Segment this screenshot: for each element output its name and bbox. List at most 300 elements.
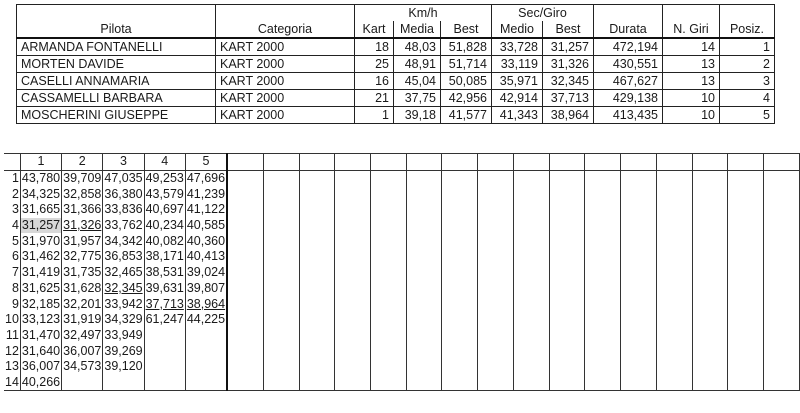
empty-column-cell: [549, 312, 585, 328]
result-cell-posiz: 4: [720, 90, 775, 107]
result-cell-giri: 10: [663, 107, 720, 124]
result-cell-pilota: MOSCHERINI GIUSEPPE: [17, 107, 216, 124]
lap-time-cell: 41,239: [186, 186, 226, 201]
empty-column-cell: [513, 281, 549, 297]
lap-column-header: 3: [103, 154, 144, 171]
lap-row: [4, 233, 800, 249]
empty-column-cell: [335, 186, 371, 202]
result-cell-pilota: CASELLI ANNAMARIA: [17, 73, 216, 90]
empty-column-cell: [442, 359, 478, 375]
empty-column-cell: [478, 202, 514, 218]
result-row: [17, 38, 775, 56]
empty-column-cell: [585, 170, 621, 186]
empty-column-cell: [299, 312, 335, 328]
empty-column-cell: [227, 265, 263, 281]
lap-time-cell: [185, 375, 227, 391]
empty-column-cell: [728, 170, 764, 186]
result-cell-durata: 413,435: [594, 107, 663, 124]
lap-time-cell: 32,775: [63, 249, 102, 264]
empty-column-cell: [227, 312, 263, 328]
result-row: [17, 56, 775, 73]
empty-column-cell: [764, 312, 800, 328]
empty-column-cell: [335, 375, 371, 391]
empty-column-cell: [692, 170, 728, 186]
empty-column-cell: [728, 202, 764, 218]
lap-time-cell: 39,120: [104, 359, 143, 374]
empty-column-cell: [406, 170, 442, 186]
lap-row-number: 13: [5, 359, 19, 374]
secgiro-group-header: Sec/Giro: [492, 5, 594, 22]
empty-column-cell: [585, 296, 621, 312]
empty-column-cell: [478, 343, 514, 359]
empty-column-cell: [299, 154, 335, 171]
empty-column-cell: [656, 312, 692, 328]
empty-column-cell: [621, 328, 657, 344]
empty-column-cell: [728, 343, 764, 359]
result-cell-giri: 13: [663, 56, 720, 73]
lap-row: [4, 296, 800, 312]
empty-column-cell: [263, 375, 299, 391]
empty-column-cell: [371, 265, 407, 281]
lap-row: [4, 359, 800, 375]
lap-time-cell: 31,462: [21, 249, 61, 264]
empty-column-cell: [513, 296, 549, 312]
lap-time-cell: 32,185: [21, 296, 61, 311]
result-cell-durata: 429,138: [594, 90, 663, 107]
lap-time-cell: 31,735: [63, 265, 102, 280]
result-cell-best2: 32,345: [543, 73, 594, 90]
lap-time-cell: 40,234: [145, 218, 184, 233]
empty-column-cell: [585, 249, 621, 265]
empty-column-cell: [728, 186, 764, 202]
empty-column-cell: [478, 233, 514, 249]
lap-time-cell: 34,329: [104, 312, 143, 327]
lap-time-cell: 32,201: [63, 296, 102, 311]
empty-column-cell: [621, 312, 657, 328]
result-cell-posiz: 3: [720, 73, 775, 90]
lap-time-cell: 61,247: [145, 312, 184, 327]
result-cell-giri: 13: [663, 73, 720, 90]
empty-column-cell: [442, 186, 478, 202]
empty-column-cell: [656, 359, 692, 375]
empty-column-cell: [227, 202, 263, 218]
lap-column-header: 4: [144, 154, 185, 171]
empty-column-cell: [299, 186, 335, 202]
result-cell-medio: 42,914: [492, 90, 543, 107]
lap-time-cell: 40,697: [145, 202, 184, 217]
lap-time-cell: 38,171: [145, 249, 184, 264]
empty-column-cell: [371, 375, 407, 391]
empty-column-cell: [549, 154, 585, 171]
result-cell-posiz: 1: [720, 38, 775, 56]
result-cell-categoria: KART 2000: [216, 73, 355, 90]
empty-column-cell: [263, 265, 299, 281]
empty-column-cell: [299, 328, 335, 344]
empty-column-cell: [656, 218, 692, 234]
empty-column-cell: [692, 328, 728, 344]
result-cell-best: 42,956: [441, 90, 492, 107]
lap-time-cell: 47,696: [186, 171, 226, 186]
empty-column-cell: [442, 375, 478, 391]
result-cell-best2: 31,257: [543, 38, 594, 56]
lap-time-cell: 40,360: [186, 233, 226, 248]
lap-column-header: 2: [62, 154, 103, 171]
empty-column-cell: [299, 202, 335, 218]
lap-time-cell: 31,957: [63, 233, 102, 248]
result-row: [17, 90, 775, 107]
lap-row-number: 11: [5, 327, 19, 342]
empty-column-cell: [513, 375, 549, 391]
header-pilota: Pilota: [17, 21, 216, 38]
empty-column-cell: [478, 218, 514, 234]
empty-column-cell: [585, 328, 621, 344]
result-cell-categoria: KART 2000: [216, 107, 355, 124]
result-cell-media: 37,75: [394, 90, 441, 107]
lap-time-cell: 32,858: [63, 186, 102, 201]
empty-column-cell: [549, 249, 585, 265]
empty-column-cell: [656, 249, 692, 265]
empty-column-cell: [728, 265, 764, 281]
header-best-sec: Best: [543, 21, 594, 38]
empty-column-cell: [692, 249, 728, 265]
empty-column-cell: [621, 154, 657, 171]
empty-column-cell: [335, 218, 371, 234]
lap-time-cell: 33,762: [104, 218, 143, 233]
lap-time-cell: [103, 375, 144, 391]
empty-column-cell: [549, 296, 585, 312]
empty-column-cell: [371, 170, 407, 186]
empty-column-cell: [764, 359, 800, 375]
result-cell-medio: 33,119: [492, 56, 543, 73]
empty-column-cell: [263, 328, 299, 344]
empty-column-cell: [371, 281, 407, 297]
empty-column-cell: [263, 154, 299, 171]
result-cell-categoria: KART 2000: [216, 56, 355, 73]
lap-times-body: [4, 154, 800, 391]
result-cell-giri: 10: [663, 90, 720, 107]
empty-column-cell: [371, 312, 407, 328]
empty-column-cell: [406, 265, 442, 281]
result-cell-categoria: KART 2000: [216, 90, 355, 107]
empty-column-cell: [227, 249, 263, 265]
lap-time-cell: 31,919: [63, 312, 102, 327]
empty-column-cell: [728, 312, 764, 328]
lap-time-cell: [185, 359, 227, 375]
empty-column-cell: [585, 233, 621, 249]
results-body: [17, 38, 775, 124]
empty-column-cell: [585, 154, 621, 171]
empty-column-cell: [728, 281, 764, 297]
header-giri: N. Giri: [663, 21, 720, 38]
empty-column-cell: [371, 233, 407, 249]
lap-time-cell: 36,380: [104, 186, 143, 201]
empty-column-cell: [299, 218, 335, 234]
lap-row: [4, 170, 800, 186]
lap-time-cell: 38,964: [186, 296, 226, 311]
empty-column-cell: [406, 312, 442, 328]
lap-time-cell: 40,266: [21, 374, 61, 389]
empty-column-cell: [764, 375, 800, 391]
empty-column-cell: [442, 343, 478, 359]
lap-time-cell: 40,082: [145, 233, 184, 248]
empty-column-cell: [549, 170, 585, 186]
empty-column-cell: [335, 343, 371, 359]
empty-column-cell: [478, 328, 514, 344]
empty-column-cell: [692, 375, 728, 391]
empty-column-cell: [335, 328, 371, 344]
empty-column-cell: [227, 186, 263, 202]
empty-column-cell: [692, 202, 728, 218]
result-cell-best: 41,577: [441, 107, 492, 124]
empty-column-cell: [764, 170, 800, 186]
header-kart: Kart: [355, 21, 394, 38]
lap-row-number: 12: [5, 343, 19, 358]
empty-column-cell: [263, 359, 299, 375]
lap-time-cell: [144, 375, 185, 391]
empty-column-cell: [299, 281, 335, 297]
empty-column-cell: [263, 186, 299, 202]
result-cell-pilota: MORTEN DAVIDE: [17, 56, 216, 73]
header-medio: Medio: [492, 21, 543, 38]
lap-row-number: 6: [11, 249, 19, 264]
empty-column-cell: [764, 154, 800, 171]
empty-column-cell: [478, 265, 514, 281]
empty-column-cell: [656, 328, 692, 344]
empty-column-cell: [442, 296, 478, 312]
empty-column-cell: [371, 186, 407, 202]
empty-column-cell: [549, 359, 585, 375]
empty-column-cell: [406, 343, 442, 359]
empty-column-cell: [585, 375, 621, 391]
empty-column-cell: [442, 154, 478, 171]
empty-column-cell: [692, 312, 728, 328]
empty-column-cell: [478, 154, 514, 171]
lap-time-cell: 39,807: [186, 280, 226, 295]
empty-column-cell: [442, 265, 478, 281]
empty-column-cell: [656, 186, 692, 202]
result-cell-medio: 33,728: [492, 38, 543, 56]
lap-time-cell: 39,709: [63, 171, 102, 186]
empty-column-cell: [656, 296, 692, 312]
lap-row: [4, 218, 800, 234]
empty-column-cell: [299, 265, 335, 281]
result-cell-medio: 35,971: [492, 73, 543, 90]
result-cell-durata: 467,627: [594, 73, 663, 90]
lap-row-number: 4: [11, 218, 19, 233]
result-cell-durata: 472,194: [594, 38, 663, 56]
empty-column-cell: [692, 281, 728, 297]
empty-column-cell: [227, 328, 263, 344]
lap-row-number: 9: [11, 296, 19, 311]
empty-column-cell: [299, 375, 335, 391]
empty-column-cell: [335, 281, 371, 297]
empty-column-cell: [692, 186, 728, 202]
empty-column-cell: [764, 328, 800, 344]
empty-column-cell: [513, 265, 549, 281]
result-cell-kart: 18: [355, 38, 394, 56]
empty-column-cell: [621, 202, 657, 218]
empty-column-cell: [585, 312, 621, 328]
empty-column-cell: [513, 154, 549, 171]
header-categoria: Categoria: [216, 21, 355, 38]
header-media: Media: [394, 21, 441, 38]
lap-time-cell: 32,345: [104, 280, 143, 295]
lap-column-header: 5: [185, 154, 227, 171]
empty-column-cell: [728, 154, 764, 171]
header-best-kmh: Best: [441, 21, 492, 38]
empty-column-cell: [728, 233, 764, 249]
empty-column-cell: [585, 281, 621, 297]
empty-column-cell: [335, 249, 371, 265]
lap-row: [4, 202, 800, 218]
empty-column-cell: [227, 233, 263, 249]
empty-column-cell: [656, 154, 692, 171]
empty-column-cell: [299, 296, 335, 312]
empty-column-cell: [513, 328, 549, 344]
lap-time-cell: 32,465: [104, 265, 143, 280]
empty-column-cell: [764, 249, 800, 265]
empty-column-cell: [478, 249, 514, 265]
result-cell-media: 39,18: [394, 107, 441, 124]
result-row: [17, 73, 775, 90]
lap-time-cell: 31,419: [21, 265, 61, 280]
empty-column-cell: [299, 359, 335, 375]
empty-column-cell: [621, 296, 657, 312]
empty-column-cell: [549, 265, 585, 281]
empty-column-cell: [442, 249, 478, 265]
empty-column-cell: [656, 281, 692, 297]
empty-column-cell: [263, 202, 299, 218]
empty-column-cell: [299, 343, 335, 359]
empty-column-cell: [728, 328, 764, 344]
header-posiz: Posiz.: [720, 21, 775, 38]
empty-column-cell: [406, 233, 442, 249]
empty-column-cell: [442, 328, 478, 344]
empty-column-cell: [764, 202, 800, 218]
result-cell-best2: 37,713: [543, 90, 594, 107]
lap-time-cell: 31,257: [21, 218, 61, 233]
empty-column-cell: [764, 343, 800, 359]
empty-column-cell: [513, 170, 549, 186]
empty-column-cell: [585, 218, 621, 234]
empty-column-cell: [692, 218, 728, 234]
result-cell-categoria: KART 2000: [216, 38, 355, 56]
results-table: [16, 4, 775, 124]
lap-time-cell: [144, 328, 185, 344]
result-cell-media: 48,03: [394, 38, 441, 56]
empty-column-cell: [764, 296, 800, 312]
empty-column-cell: [406, 328, 442, 344]
empty-column-cell: [227, 281, 263, 297]
lap-time-cell: 43,780: [21, 171, 61, 186]
empty-column-cell: [513, 359, 549, 375]
lap-row-number: 1: [11, 171, 19, 186]
empty-column-cell: [764, 186, 800, 202]
result-cell-best: 50,085: [441, 73, 492, 90]
empty-column-cell: [478, 375, 514, 391]
empty-column-cell: [263, 218, 299, 234]
lap-column-header: 1: [20, 154, 61, 171]
empty-column-cell: [728, 249, 764, 265]
lap-time-cell: 31,628: [63, 280, 102, 295]
lap-time-cell: 39,631: [145, 280, 184, 295]
lap-time-cell: 31,665: [21, 202, 61, 217]
lap-time-cell: 34,573: [63, 359, 102, 374]
lap-time-cell: 44,225: [186, 312, 226, 327]
lap-time-cell: 40,585: [186, 218, 226, 233]
empty-column-cell: [335, 233, 371, 249]
lap-time-cell: 33,123: [21, 312, 61, 327]
empty-column-cell: [585, 186, 621, 202]
lap-time-cell: 40,413: [186, 249, 226, 264]
empty-column-cell: [406, 186, 442, 202]
empty-column-cell: [227, 170, 263, 186]
empty-column-cell: [621, 375, 657, 391]
empty-column-cell: [621, 249, 657, 265]
empty-column-cell: [621, 170, 657, 186]
lap-time-cell: 43,579: [145, 186, 184, 201]
lap-time-cell: 39,269: [104, 343, 143, 358]
empty-column-cell: [692, 233, 728, 249]
result-cell-best: 51,828: [441, 38, 492, 56]
empty-column-cell: [406, 281, 442, 297]
empty-column-cell: [335, 359, 371, 375]
empty-column-cell: [406, 296, 442, 312]
empty-column-cell: [227, 218, 263, 234]
lap-time-cell: 36,853: [104, 249, 143, 264]
lap-row: [4, 281, 800, 297]
empty-column-cell: [478, 312, 514, 328]
lap-row: [4, 343, 800, 359]
empty-column-cell: [371, 218, 407, 234]
result-row: [17, 107, 775, 124]
empty-column-cell: [656, 170, 692, 186]
lap-row-number: 8: [11, 280, 19, 295]
empty-column-cell: [371, 343, 407, 359]
lap-row-number: 14: [5, 374, 19, 389]
result-cell-kart: 16: [355, 73, 394, 90]
empty-column-cell: [478, 186, 514, 202]
kmh-group-header: Km/h: [355, 5, 492, 22]
empty-column-cell: [621, 186, 657, 202]
lap-time-cell: 49,253: [145, 171, 184, 186]
empty-column-cell: [263, 170, 299, 186]
empty-column-cell: [621, 218, 657, 234]
empty-column-cell: [549, 202, 585, 218]
empty-column-cell: [692, 359, 728, 375]
empty-column-cell: [585, 202, 621, 218]
lap-time-cell: 36,007: [21, 359, 61, 374]
empty-column-cell: [371, 328, 407, 344]
lap-row: [4, 312, 800, 328]
empty-column-cell: [478, 170, 514, 186]
empty-column-cell: [656, 265, 692, 281]
lap-time-cell: 31,970: [21, 233, 61, 248]
empty-column-cell: [371, 249, 407, 265]
empty-column-cell: [406, 375, 442, 391]
lap-time-cell: 31,625: [21, 280, 61, 295]
result-cell-best2: 31,326: [543, 56, 594, 73]
empty-column-cell: [335, 202, 371, 218]
empty-column-cell: [371, 296, 407, 312]
empty-column-cell: [263, 249, 299, 265]
result-cell-medio: 41,343: [492, 107, 543, 124]
empty-column-cell: [549, 375, 585, 391]
lap-row: [4, 265, 800, 281]
empty-column-cell: [549, 186, 585, 202]
lap-time-cell: 34,325: [21, 186, 61, 201]
lap-time-cell: 41,122: [186, 202, 226, 217]
